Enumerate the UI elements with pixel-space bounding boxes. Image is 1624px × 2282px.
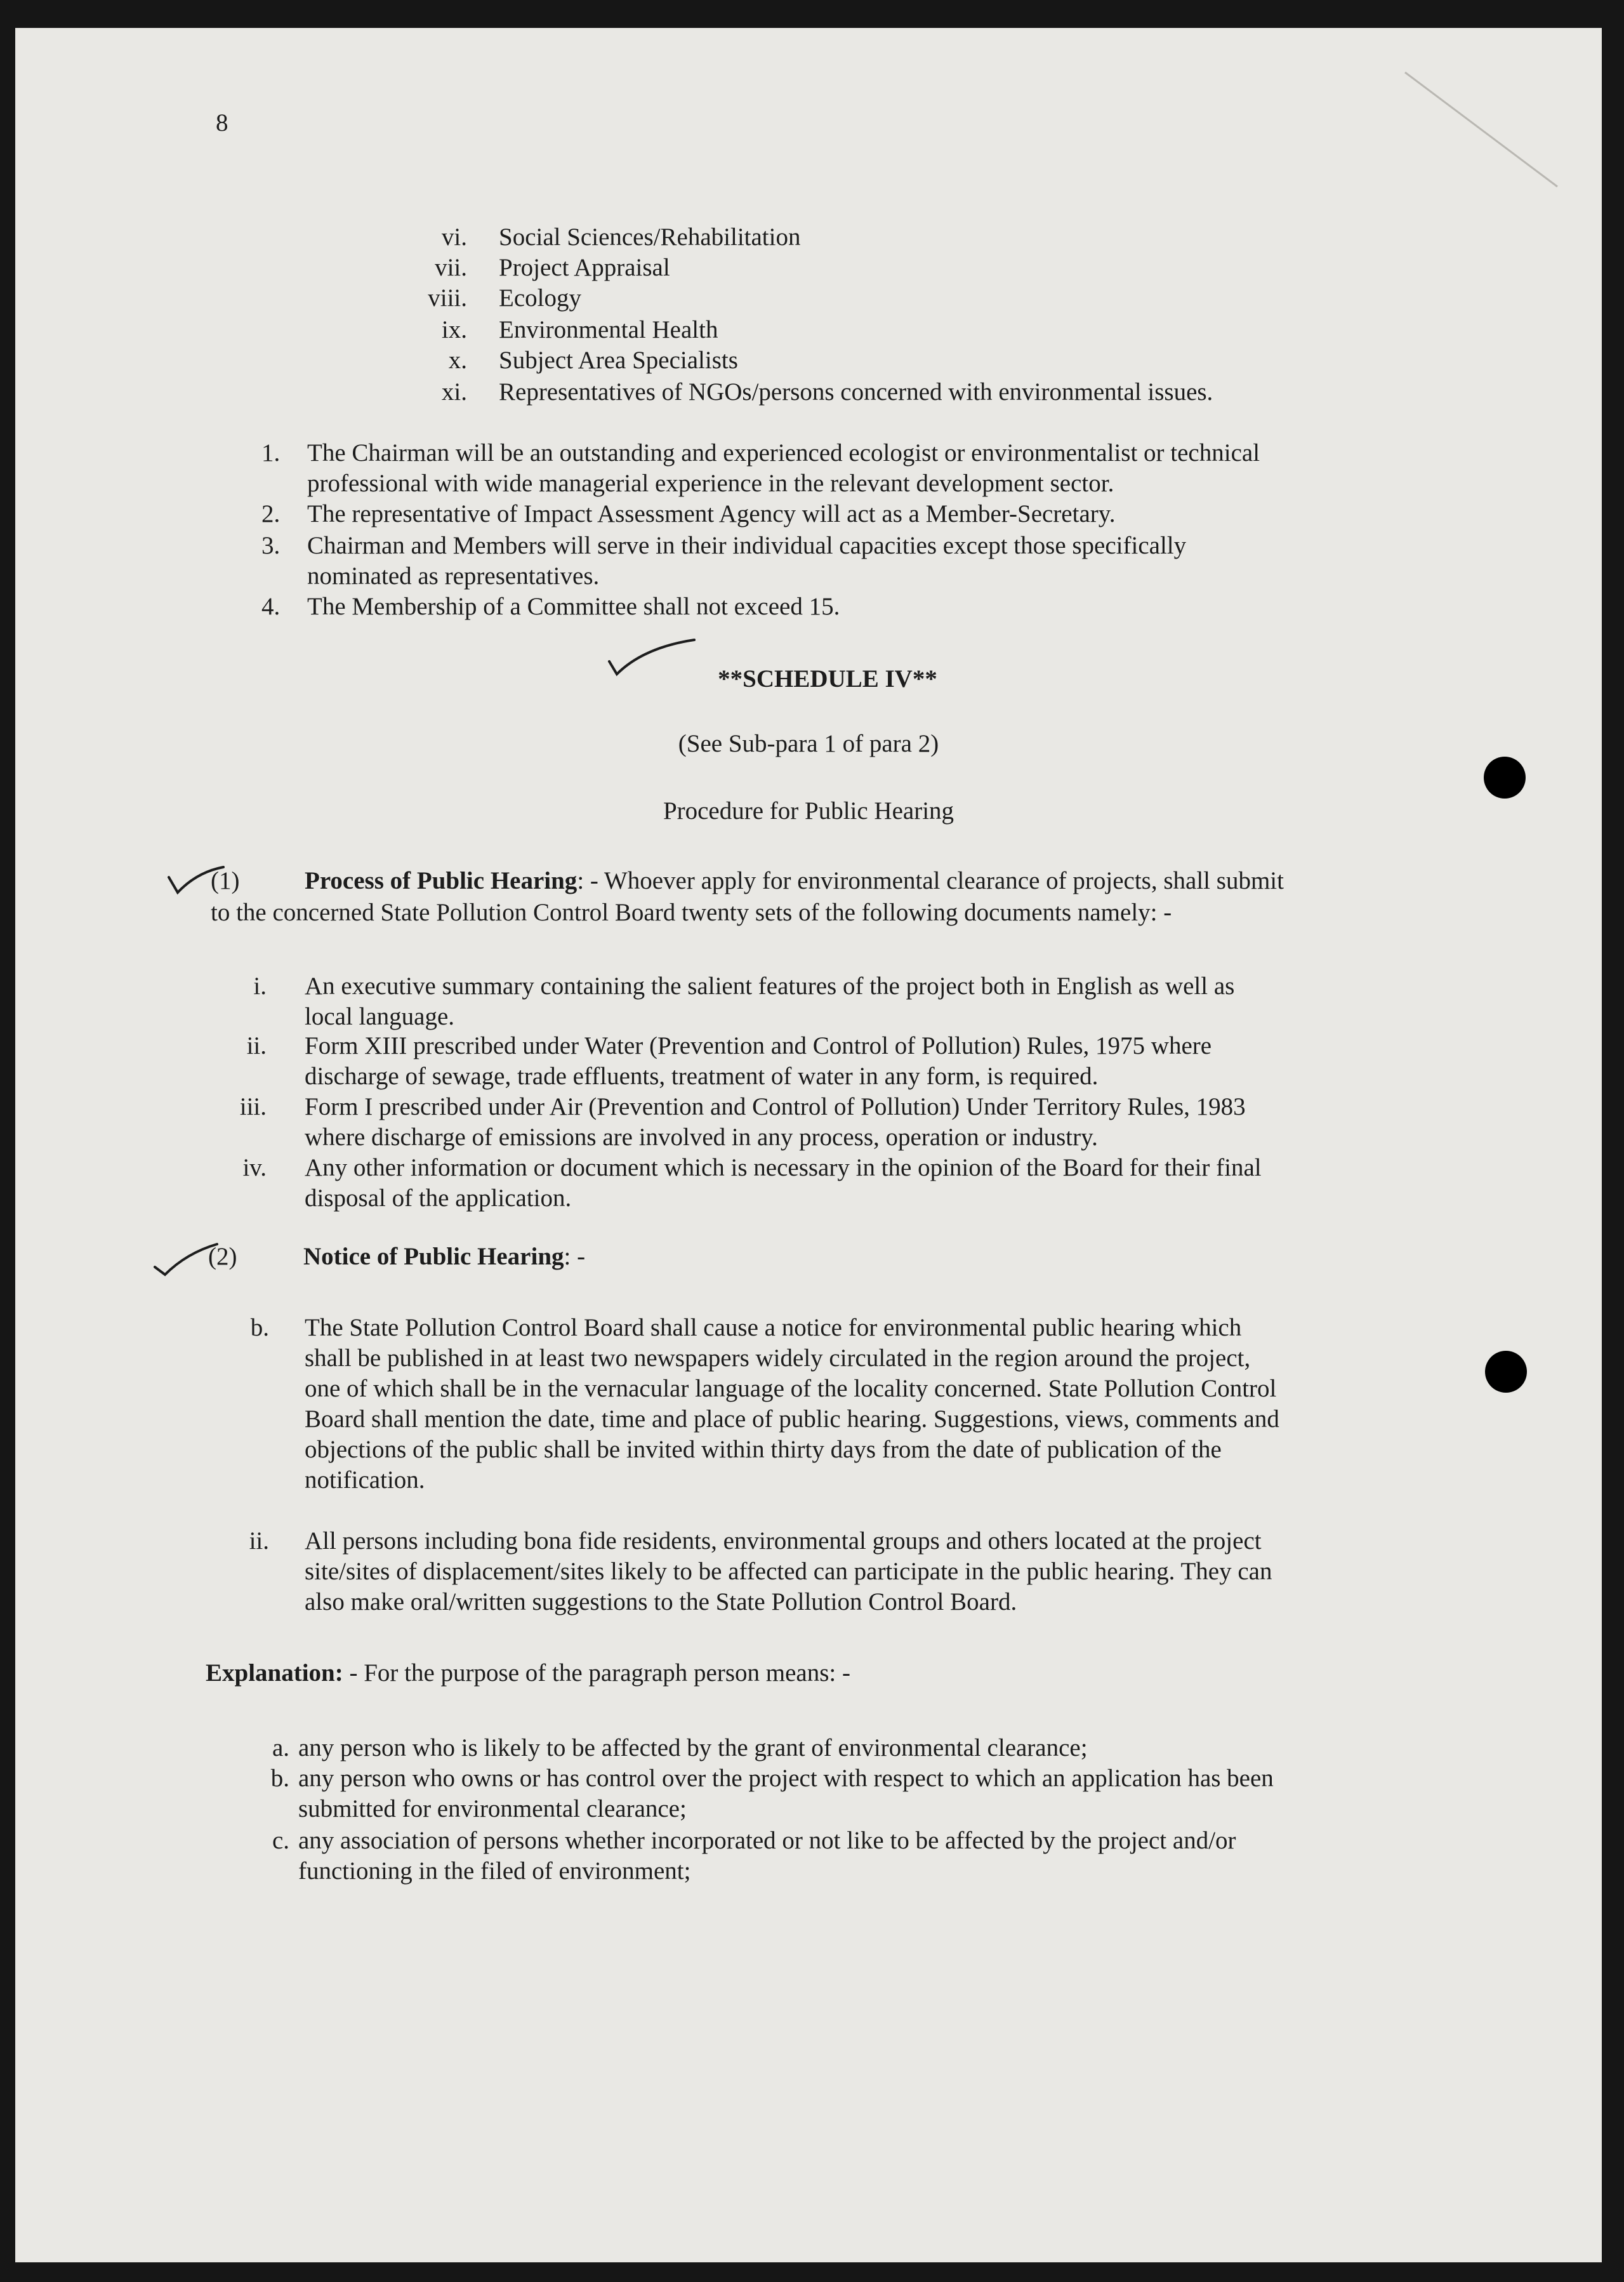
text-line: one of which shall be in the vernacular language of the locality concerned. State Pollution Control	[305, 1375, 1277, 1402]
text-line: The Membership of a Committee shall not exceed 15.	[307, 593, 840, 620]
text-line: local language.	[305, 1003, 455, 1030]
note-number: 1.	[261, 439, 281, 467]
list-number: i.	[253, 972, 267, 1000]
list-item	[305, 1313, 1279, 1496]
text-line: Form I prescribed under Air (Prevention and Control of Pollution) Under Territory Rules, 1983	[305, 1093, 1246, 1120]
punch-hole	[1485, 1351, 1527, 1393]
punch-hole	[1484, 757, 1526, 799]
section-heading: Process of Public Hearing	[305, 867, 578, 894]
section-intro-line: to the concerned State Pollution Control Board twenty sets of the following documents namely: -	[211, 899, 1172, 926]
document-page	[15, 28, 1602, 2262]
list-number: x.	[448, 347, 467, 374]
list-item	[305, 1031, 1211, 1092]
list-item: Ecology	[499, 284, 581, 312]
schedule-title: **SCHEDULE IV**	[718, 665, 937, 693]
text-line: All persons including bona fide residents, environmental groups and others located at the project	[305, 1527, 1262, 1555]
text-line: objections of the public shall be invited within thirty days from the date of publication of the	[305, 1436, 1222, 1463]
text-line: discharge of sewage, trade effluents, treatment of water in any form, is required.	[305, 1063, 1099, 1090]
list-number: vii.	[435, 254, 467, 281]
text-line: shall be published in at least two newspapers widely circulated in the region around the project,	[305, 1344, 1251, 1372]
list-number: viii.	[428, 284, 467, 312]
list-number: xi.	[441, 378, 467, 406]
text-line: disposal of the application.	[305, 1184, 572, 1212]
list-number: vi.	[441, 223, 467, 251]
list-item	[298, 1763, 1274, 1824]
text-line: any person who owns or has control over the project with respect to which an application has been	[298, 1765, 1274, 1792]
section-heading-suffix: : -	[564, 1243, 586, 1270]
text-line: professional with wide managerial experience in the relevant development sector.	[307, 470, 1114, 497]
text-line: any association of persons whether incorporated or not like to be affected by the project and/or	[298, 1827, 1236, 1854]
section-heading: Notice of Public Hearing	[303, 1243, 564, 1270]
list-item	[298, 1826, 1236, 1887]
list-number: ii.	[249, 1527, 269, 1555]
section-heading-line	[303, 1242, 585, 1272]
page-number: 8	[216, 109, 228, 136]
list-item	[305, 1526, 1272, 1617]
list-number: ii.	[246, 1032, 267, 1059]
text-line: The representative of Impact Assessment Agency will act as a Member-Secretary.	[307, 500, 1116, 527]
list-number: ix.	[441, 316, 467, 343]
schedule-reference: (See Sub-para 1 of para 2)	[678, 730, 939, 757]
note-text	[307, 592, 840, 622]
text-line: The State Pollution Control Board shall cause a notice for environmental public hearing which	[305, 1314, 1242, 1341]
text-line: Board shall mention the date, time and place of public hearing. Suggestions, views, comments and	[305, 1405, 1279, 1433]
note-number: 2.	[261, 500, 281, 527]
explanation-label: Explanation:	[206, 1659, 343, 1687]
text-line: submitted for environmental clearance;	[298, 1795, 687, 1822]
fold-mark	[1399, 66, 1564, 193]
note-text	[307, 438, 1260, 499]
list-item	[305, 971, 1234, 1032]
text-line: functioning in the filed of environment;	[298, 1857, 691, 1885]
text-line: nominated as representatives.	[307, 562, 600, 590]
list-number: b.	[250, 1314, 269, 1341]
text-line: Any other information or document which is necessary in the opinion of the Board for their final	[305, 1154, 1262, 1181]
list-item: Environmental Health	[499, 316, 718, 343]
list-number: c.	[272, 1827, 289, 1854]
explanation-text: - For the purpose of the paragraph person means: -	[343, 1659, 850, 1687]
list-number: a.	[272, 1734, 289, 1761]
list-item: Subject Area Specialists	[499, 347, 738, 374]
explanation-line	[206, 1658, 850, 1688]
text-line: notification.	[305, 1466, 425, 1494]
note-text	[307, 531, 1186, 592]
schedule-subtitle: Procedure for Public Hearing	[663, 797, 954, 825]
section-intro: : - Whoever apply for environmental clearance of projects, shall submit	[577, 867, 1284, 894]
list-item: Social Sciences/Rehabilitation	[499, 223, 801, 251]
list-item	[298, 1733, 1088, 1763]
list-item	[305, 1153, 1262, 1214]
text-line: any person who is likely to be affected by the grant of environmental clearance;	[298, 1734, 1088, 1761]
section-heading-line	[305, 866, 1284, 896]
section-number: (2)	[208, 1243, 237, 1270]
text-line: Chairman and Members will serve in their individual capacities except those specifically	[307, 532, 1187, 559]
text-line: where discharge of emissions are involved in any process, operation or industry.	[305, 1124, 1098, 1151]
section-number: (1)	[211, 867, 240, 894]
text-line: An executive summary containing the salient features of the project both in English as well as	[305, 972, 1235, 1000]
note-number: 4.	[261, 593, 281, 620]
text-line: also make oral/written suggestions to the State Pollution Control Board.	[305, 1588, 1017, 1615]
list-number: b.	[270, 1765, 289, 1792]
note-number: 3.	[261, 532, 281, 559]
text-line: Form XIII prescribed under Water (Prevention and Control of Pollution) Rules, 1975 where	[305, 1032, 1212, 1059]
text-line: site/sites of displacement/sites likely to be affected can participate in the public hearing. They can	[305, 1558, 1272, 1585]
list-item	[305, 1092, 1246, 1153]
list-item: Representatives of NGOs/persons concerned with environmental issues.	[499, 378, 1213, 406]
note-text	[307, 499, 1115, 529]
list-item: Project Appraisal	[499, 254, 670, 281]
text-line: The Chairman will be an outstanding and experienced ecologist or environmentalist or technical	[307, 439, 1260, 467]
list-number: iv.	[242, 1154, 267, 1181]
list-number: iii.	[239, 1093, 267, 1120]
